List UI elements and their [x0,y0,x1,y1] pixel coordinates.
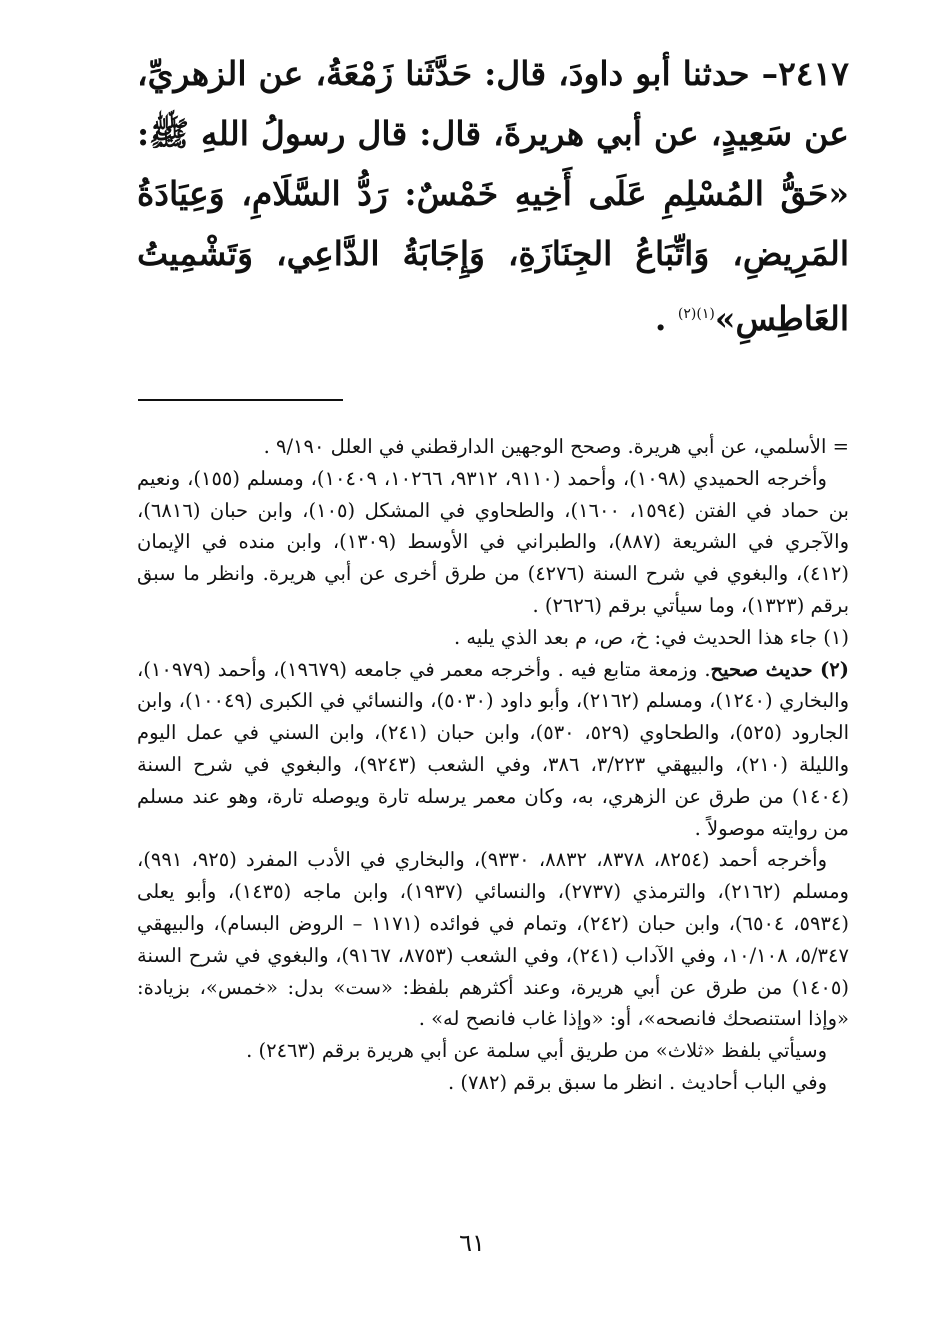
footnote-2-text: . وزمعة متابع فيه . وأخرجه معمر في جامعه (١٩٦٧٩)، وأحمد (١٠٩٧٩)، والبخاري (١٢٤٠)، ومسلم (٢١٦٢)، وأبو داود (٥٠٣٠)، والنسائي في الكبرى (١٠٠٤٩)، وابن الجارود (٥٢٥)، والطحاوي (٥٢٩، ٥٣٠)، وابن حبان (٢٤١)، وابن السني في عمل اليوم والليلة (٢١٠)، والبيهقي ٣/٢٢٣، ٣٨٦، وفي الشعب (٩٢٤٣)، والبغوي في شرح السنة (١٤٠٤) من طرق عن الزهري، به، وكان معمر يرسله تارة ويوصله تارة، وهو عند مسلم من روايته موصولاً . [137,657,850,840]
hadith-opening: حدثنا [682,54,750,93]
footnote-refs: (١)(٢) [677,306,715,322]
footnote-2-label: (٢) حديث صحيح [710,657,850,681]
footnote-2-paragraph-3: وسيأتي بلفظ «ثلاث» من طريق أبي سلمة عن أبي هريرة برقم (٢٤٦٣) . [246,1039,827,1063]
footnotes [137,431,849,1099]
footnote-1: (١) جاء هذا الحديث في: خ، ص، م بعد الذي يليه . [453,625,849,649]
hadith-end: . [654,299,667,338]
note-continuation-1: = الأسلمي، عن أبي هريرة. وصحح الوجهين الدارقطني في العلل ٩/١٩٠ . [263,435,849,458]
footnote-2-paragraph-2: وأخرجه أحمد (٨٢٥٤، ٨٣٧٨، ٨٨٣٢، ٩٣٣٠)، والبخاري في الأدب المفرد (٩٢٥، ٩٩١)، ومسلم (٢١٦٢)، والترمذي (٢٧٣٧)، والنسائي (١٩٣٧)، وابن ماجه (١٤٣٥)، وأبو يعلى (٥٩٣٤، ٦٥٠٤)، وابن حبان (٢٤٢)، وتمام في فوائده (١١٧١ – الروض البسام)، والبيهقي ٥/٣٤٧، ١٠/١٠٨، وفي الآداب (٢٤١)، وفي الشعب (٨٧٥٣، ٩١٦٧)، والبغوي في شرح السنة (١٤٠٥) من طرق عن أبي هريرة، وعند أكثرهم بلفظ: «ست» بدل: «خمس»، بزيادة: «وإذا استنصحك فانصحه»، أو: «وإذا غاب فانصح له» . [137,848,849,1031]
footnote-separator [138,399,343,401]
footnote-2 [137,654,849,845]
hadith-body: أبو داودَ، قال: حَدَّثَنا زَمْعَةُ، عن الزهريِّ، عن سَعِيدٍ، عن أبي هريرةَ، قال: قال رسولُ اللهِ ﷺ: «حَقُّ المُسْلِمِ عَلَى أَخِيهِ خَمْسٌ: رَدُّ السَّلَامِ، وَعِيَادَةُ المَرِيضِ، وَاتِّبَاعُ الجِنَازَةِ، وَإِجَابَةُ الدَّاعِي، وَتَشْمِيتُ العَاطِسِ» [137,54,849,338]
hadith-number: ٢٤١٧– [761,54,849,93]
hadith-text-block [137,44,849,349]
footnote-2-paragraph-4: وفي الباب أحاديث . انظر ما سبق برقم (٧٨٢) . [448,1070,827,1094]
note-continuation-2: وأخرجه الحميدي (١٠٩٨)، وأحمد (٩١١٠، ٩٣١٢، ١٠٢٦٦، ١٠٤٠٩)، ومسلم (١٥٥)، ونعيم بن حماد في الفتن (١٥٩٤، ١٦٠٠)، والطحاوي في المشكل (١٠٥)، وابن حبان (٦٨١٦)، والآجري في الشريعة (٨٨٧)، والطبراني في الأوسط (١٣٠٩)، وابن منده في الإيمان (٤١٢)، والبغوي في شرح السنة (٤٢٧٦) من طرق أخرى عن أبي هريرة. وانظر ما سبق برقم (١٣٢٣)، وما سيأتي برقم (٢٦٢٦) . [137,466,849,617]
page-number: ٦١ [459,1229,485,1257]
page-body [137,44,849,1099]
